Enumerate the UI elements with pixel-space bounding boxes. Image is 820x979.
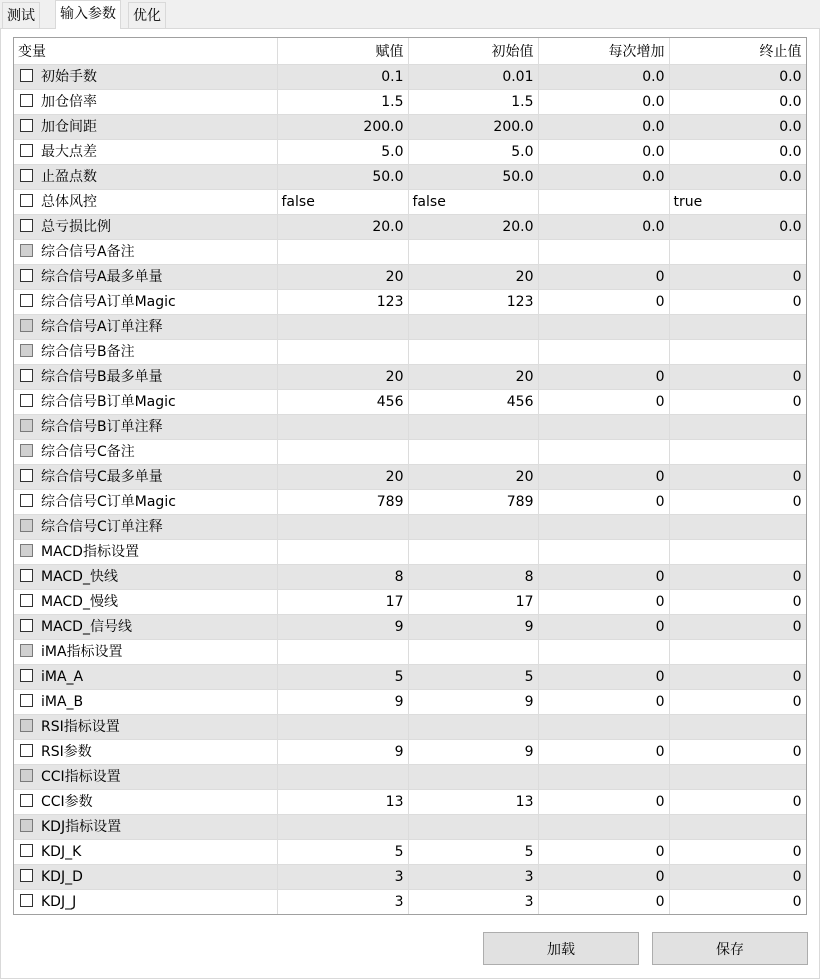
checkbox-disabled	[20, 819, 33, 832]
variable-label: 综合信号C订单Magic	[41, 493, 176, 510]
checkbox[interactable]	[20, 94, 33, 107]
cell-value[interactable]: 200.0	[277, 114, 408, 139]
cell-stop	[669, 414, 806, 439]
cell-start[interactable]: 5.0	[408, 139, 538, 164]
table-row[interactable]	[14, 239, 806, 264]
variable-label: 综合信号A订单注释	[41, 318, 163, 335]
cell-value[interactable]: 17	[277, 589, 408, 614]
cell-step	[538, 714, 669, 739]
table-row[interactable]	[14, 539, 806, 564]
cell-step[interactable]: 0.0	[538, 164, 669, 189]
cell-step[interactable]: 0	[538, 789, 669, 814]
cell-stop[interactable]: 0	[669, 789, 806, 814]
cell-value[interactable]: 5	[277, 664, 408, 689]
variable-label: 综合信号A备注	[41, 243, 135, 260]
input-params-panel	[0, 29, 820, 979]
variable-label: 综合信号C最多单量	[41, 468, 163, 485]
cell-stop[interactable]: 0	[669, 489, 806, 514]
cell-value[interactable]: 20	[277, 464, 408, 489]
cell-variable[interactable]	[14, 489, 277, 514]
cell-stop[interactable]: 0.0	[669, 164, 806, 189]
cell-variable[interactable]	[14, 464, 277, 489]
column-header-step[interactable]: 每次增加	[538, 38, 669, 64]
cell-start[interactable]: 50.0	[408, 164, 538, 189]
cell-start[interactable]: 9	[408, 739, 538, 764]
table-row[interactable]	[14, 414, 806, 439]
variable-label: iMA指标设置	[41, 643, 123, 660]
cell-start	[408, 814, 538, 839]
cell-step	[538, 539, 669, 564]
cell-step[interactable]: 0	[538, 364, 669, 389]
cell-step	[538, 639, 669, 664]
cell-step[interactable]: 0.0	[538, 89, 669, 114]
checkbox[interactable]	[20, 294, 33, 307]
checkbox[interactable]	[20, 619, 33, 632]
cell-stop[interactable]: 0.0	[669, 64, 806, 89]
table-body	[14, 64, 806, 914]
cell-variable[interactable]	[14, 364, 277, 389]
cell-start[interactable]: 20	[408, 464, 538, 489]
checkbox[interactable]	[20, 369, 33, 382]
cell-step[interactable]: 0	[538, 464, 669, 489]
cell-stop	[669, 714, 806, 739]
checkbox[interactable]	[20, 144, 33, 157]
cell-variable[interactable]	[14, 389, 277, 414]
cell-value	[277, 814, 408, 839]
cell-value[interactable]: 9	[277, 689, 408, 714]
cell-value	[277, 314, 408, 339]
cell-value[interactable]: 9	[277, 739, 408, 764]
cell-step	[538, 764, 669, 789]
checkbox-disabled	[20, 769, 33, 782]
cell-start[interactable]: 1.5	[408, 89, 538, 114]
cell-start	[408, 539, 538, 564]
table-row[interactable]	[14, 789, 806, 814]
cell-stop[interactable]: 0	[669, 664, 806, 689]
table-row[interactable]	[14, 289, 806, 314]
checkbox[interactable]	[20, 169, 33, 182]
table-row[interactable]	[14, 514, 806, 539]
cell-step[interactable]: 0.0	[538, 64, 669, 89]
cell-value	[277, 639, 408, 664]
cell-stop[interactable]: 0	[669, 364, 806, 389]
cell-variable[interactable]	[14, 564, 277, 589]
cell-variable[interactable]	[14, 314, 277, 339]
cell-variable[interactable]	[14, 764, 277, 789]
table-row[interactable]	[14, 764, 806, 789]
cell-stop	[669, 339, 806, 364]
table-row[interactable]	[14, 314, 806, 339]
cell-variable[interactable]	[14, 239, 277, 264]
cell-stop	[669, 314, 806, 339]
variable-label: MACD_快线	[41, 568, 118, 585]
cell-variable[interactable]	[14, 414, 277, 439]
cell-step[interactable]: 0	[538, 664, 669, 689]
checkbox[interactable]	[20, 794, 33, 807]
cell-value[interactable]: 13	[277, 789, 408, 814]
cell-value[interactable]: 20.0	[277, 214, 408, 239]
variable-label: 综合信号B订单Magic	[41, 393, 176, 410]
table-row[interactable]	[14, 114, 806, 139]
cell-variable[interactable]	[14, 689, 277, 714]
cell-step[interactable]: 0	[538, 614, 669, 639]
cell-step	[538, 314, 669, 339]
variable-label: RSI指标设置	[41, 718, 120, 735]
cell-start[interactable]: false	[408, 189, 538, 214]
cell-start[interactable]: 20.0	[408, 214, 538, 239]
cell-step	[538, 514, 669, 539]
checkbox[interactable]	[20, 494, 33, 507]
checkbox-disabled	[20, 519, 33, 532]
cell-value[interactable]: 123	[277, 289, 408, 314]
checkbox[interactable]	[20, 569, 33, 582]
cell-step[interactable]: 0	[538, 589, 669, 614]
cell-variable[interactable]	[14, 214, 277, 239]
checkbox[interactable]	[20, 594, 33, 607]
cell-step	[538, 414, 669, 439]
load-button[interactable]: 加载	[483, 932, 639, 965]
cell-start[interactable]: 3	[408, 889, 538, 914]
variable-label: 止盈点数	[41, 168, 97, 185]
cell-variable[interactable]	[14, 839, 277, 864]
table-row[interactable]	[14, 339, 806, 364]
checkbox[interactable]	[20, 669, 33, 682]
cell-variable[interactable]	[14, 864, 277, 889]
cell-step[interactable]: 0	[538, 489, 669, 514]
cell-variable[interactable]	[14, 589, 277, 614]
cell-start	[408, 639, 538, 664]
cell-value	[277, 539, 408, 564]
cell-step[interactable]: 0	[538, 839, 669, 864]
cell-start[interactable]: 0.01	[408, 64, 538, 89]
variable-label: 综合信号C订单注释	[41, 518, 163, 535]
cell-variable[interactable]	[14, 889, 277, 914]
cell-stop	[669, 814, 806, 839]
cell-step	[538, 814, 669, 839]
cell-step[interactable]: 0.0	[538, 139, 669, 164]
variable-label: MACD_慢线	[41, 593, 118, 610]
cell-start[interactable]: 789	[408, 489, 538, 514]
checkbox-disabled	[20, 244, 33, 257]
column-header-start[interactable]: 初始值	[408, 38, 538, 64]
cell-value[interactable]: 20	[277, 364, 408, 389]
table-row[interactable]	[14, 864, 806, 889]
table-row[interactable]	[14, 64, 806, 89]
cell-value	[277, 414, 408, 439]
cell-start	[408, 339, 538, 364]
cell-start[interactable]: 20	[408, 364, 538, 389]
table-row[interactable]	[14, 564, 806, 589]
cell-stop	[669, 539, 806, 564]
cell-stop[interactable]: 0	[669, 689, 806, 714]
cell-stop[interactable]: 0.0	[669, 139, 806, 164]
checkbox[interactable]	[20, 69, 33, 82]
cell-value	[277, 514, 408, 539]
cell-start	[408, 439, 538, 464]
checkbox[interactable]	[20, 469, 33, 482]
cell-step	[538, 339, 669, 364]
cell-step[interactable]: 0	[538, 289, 669, 314]
cell-value[interactable]: 5.0	[277, 139, 408, 164]
cell-start	[408, 714, 538, 739]
variable-label: 总体风控	[41, 193, 97, 210]
cell-start	[408, 514, 538, 539]
cell-step[interactable]: 0	[538, 739, 669, 764]
column-header-stop[interactable]: 终止值	[669, 38, 806, 64]
cell-variable[interactable]	[14, 514, 277, 539]
cell-stop[interactable]: 0.0	[669, 214, 806, 239]
variable-label: 综合信号B订单注释	[41, 418, 163, 435]
cell-start	[408, 764, 538, 789]
cell-value	[277, 439, 408, 464]
checkbox[interactable]	[20, 844, 33, 857]
checkbox-disabled	[20, 644, 33, 657]
table-row[interactable]	[14, 839, 806, 864]
checkbox[interactable]	[20, 219, 33, 232]
table-row[interactable]	[14, 89, 806, 114]
table-row[interactable]	[14, 714, 806, 739]
cell-variable[interactable]	[14, 539, 277, 564]
cell-stop	[669, 764, 806, 789]
column-header-value[interactable]: 赋值	[277, 38, 408, 64]
cell-variable[interactable]	[14, 89, 277, 114]
table-row[interactable]	[14, 139, 806, 164]
cell-value[interactable]: false	[277, 189, 408, 214]
column-header-variable[interactable]: 变量	[14, 38, 277, 64]
variable-label: iMA_A	[41, 668, 84, 685]
cell-start	[408, 239, 538, 264]
cell-value	[277, 764, 408, 789]
cell-value[interactable]: 50.0	[277, 164, 408, 189]
cell-value[interactable]: 3	[277, 889, 408, 914]
variable-label: 总亏损比例	[41, 218, 111, 235]
checkbox[interactable]	[20, 694, 33, 707]
cell-stop[interactable]: 0	[669, 589, 806, 614]
checkbox[interactable]	[20, 119, 33, 132]
tab-input-params[interactable]: 输入参数	[55, 0, 121, 29]
save-button[interactable]: 保存	[652, 932, 808, 965]
cell-value[interactable]: 9	[277, 614, 408, 639]
cell-stop[interactable]: 0	[669, 389, 806, 414]
tab-test[interactable]: 测试	[2, 2, 40, 28]
checkbox-disabled	[20, 419, 33, 432]
parameter-grid	[13, 37, 807, 915]
cell-stop	[669, 239, 806, 264]
table-row[interactable]	[14, 814, 806, 839]
variable-label: CCI指标设置	[41, 768, 121, 785]
table-row[interactable]	[14, 664, 806, 689]
cell-variable[interactable]	[14, 64, 277, 89]
cell-stop	[669, 639, 806, 664]
table-row[interactable]	[14, 614, 806, 639]
cell-variable[interactable]	[14, 814, 277, 839]
cell-value[interactable]: 0.1	[277, 64, 408, 89]
cell-value	[277, 239, 408, 264]
cell-variable[interactable]	[14, 639, 277, 664]
variable-label: MACD指标设置	[41, 543, 139, 560]
cell-variable[interactable]	[14, 114, 277, 139]
cell-step[interactable]: 0.0	[538, 114, 669, 139]
table-row[interactable]	[14, 364, 806, 389]
cell-step[interactable]: 0	[538, 889, 669, 914]
cell-variable[interactable]	[14, 664, 277, 689]
cell-stop	[669, 439, 806, 464]
cell-step[interactable]: 0.0	[538, 214, 669, 239]
cell-variable[interactable]	[14, 739, 277, 764]
variable-label: 加仓间距	[41, 118, 97, 135]
variable-label: MACD_信号线	[41, 618, 132, 635]
cell-value[interactable]: 456	[277, 389, 408, 414]
cell-value[interactable]: 20	[277, 264, 408, 289]
cell-variable[interactable]	[14, 289, 277, 314]
cell-start	[408, 314, 538, 339]
table-row[interactable]	[14, 639, 806, 664]
cell-stop[interactable]: 0	[669, 889, 806, 914]
cell-step[interactable]: 0	[538, 864, 669, 889]
table-header-row	[14, 38, 806, 64]
tab-optimize[interactable]: 优化	[128, 2, 166, 28]
tab-bar	[0, 0, 820, 29]
table-row[interactable]	[14, 464, 806, 489]
table-row[interactable]	[14, 264, 806, 289]
variable-label: 综合信号B备注	[41, 343, 135, 360]
cell-step[interactable]	[538, 189, 669, 214]
cell-stop[interactable]: 0.0	[669, 89, 806, 114]
table-row[interactable]	[14, 739, 806, 764]
variable-label: 综合信号A订单Magic	[41, 293, 176, 310]
variable-label: KDJ指标设置	[41, 818, 122, 835]
cell-stop[interactable]: 0	[669, 289, 806, 314]
checkbox-disabled	[20, 319, 33, 332]
cell-step	[538, 439, 669, 464]
checkbox[interactable]	[20, 744, 33, 757]
cell-start[interactable]: 9	[408, 614, 538, 639]
table-row[interactable]	[14, 214, 806, 239]
cell-start[interactable]: 20	[408, 264, 538, 289]
cell-step[interactable]: 0	[538, 264, 669, 289]
table-row[interactable]	[14, 164, 806, 189]
cell-value[interactable]: 3	[277, 864, 408, 889]
checkbox-disabled	[20, 719, 33, 732]
cell-variable[interactable]	[14, 614, 277, 639]
checkbox[interactable]	[20, 894, 33, 907]
variable-label: 初始手数	[41, 68, 97, 85]
variable-label: KDJ_J	[41, 893, 77, 910]
cell-value[interactable]: 8	[277, 564, 408, 589]
cell-variable[interactable]	[14, 339, 277, 364]
cell-value[interactable]: 1.5	[277, 89, 408, 114]
cell-start[interactable]: 456	[408, 389, 538, 414]
cell-step[interactable]: 0	[538, 689, 669, 714]
cell-start[interactable]: 5	[408, 664, 538, 689]
cell-value	[277, 714, 408, 739]
cell-stop[interactable]: 0	[669, 839, 806, 864]
cell-start[interactable]: 123	[408, 289, 538, 314]
variable-label: CCI参数	[41, 793, 93, 810]
table-row[interactable]	[14, 389, 806, 414]
table-row[interactable]	[14, 889, 806, 914]
cell-stop[interactable]: true	[669, 189, 806, 214]
cell-value[interactable]: 789	[277, 489, 408, 514]
checkbox[interactable]	[20, 394, 33, 407]
cell-variable[interactable]	[14, 189, 277, 214]
variable-label: RSI参数	[41, 743, 92, 760]
cell-stop[interactable]: 0	[669, 564, 806, 589]
cell-value	[277, 339, 408, 364]
checkbox[interactable]	[20, 269, 33, 282]
table-row[interactable]	[14, 689, 806, 714]
cell-variable[interactable]	[14, 164, 277, 189]
cell-variable[interactable]	[14, 439, 277, 464]
cell-variable[interactable]	[14, 714, 277, 739]
variable-label: 最大点差	[41, 143, 97, 160]
variable-label: 综合信号C备注	[41, 443, 135, 460]
cell-start[interactable]: 5	[408, 839, 538, 864]
cell-stop[interactable]: 0.0	[669, 114, 806, 139]
cell-start[interactable]: 13	[408, 789, 538, 814]
checkbox-disabled	[20, 344, 33, 357]
variable-label: 加仓倍率	[41, 93, 97, 110]
cell-stop[interactable]: 0	[669, 739, 806, 764]
variable-label: KDJ_K	[41, 843, 82, 860]
cell-variable[interactable]	[14, 139, 277, 164]
variable-label: iMA_B	[41, 693, 84, 710]
cell-stop[interactable]: 0	[669, 464, 806, 489]
variable-label: 综合信号A最多单量	[41, 268, 163, 285]
cell-start[interactable]: 17	[408, 589, 538, 614]
cell-stop[interactable]: 0	[669, 264, 806, 289]
checkbox[interactable]	[20, 869, 33, 882]
variable-label: 综合信号B最多单量	[41, 368, 163, 385]
cell-step	[538, 239, 669, 264]
cell-step[interactable]: 0	[538, 389, 669, 414]
cell-start[interactable]: 8	[408, 564, 538, 589]
cell-start[interactable]: 3	[408, 864, 538, 889]
cell-step[interactable]: 0	[538, 564, 669, 589]
checkbox-disabled	[20, 444, 33, 457]
table-row[interactable]	[14, 439, 806, 464]
cell-variable[interactable]	[14, 264, 277, 289]
parameter-table	[14, 38, 807, 915]
cell-start[interactable]: 9	[408, 689, 538, 714]
cell-start[interactable]: 200.0	[408, 114, 538, 139]
variable-label: KDJ_D	[41, 868, 83, 885]
table-row[interactable]	[14, 489, 806, 514]
cell-stop[interactable]: 0	[669, 614, 806, 639]
table-row[interactable]	[14, 589, 806, 614]
cell-value[interactable]: 5	[277, 839, 408, 864]
cell-stop[interactable]: 0	[669, 864, 806, 889]
cell-stop	[669, 514, 806, 539]
table-row[interactable]	[14, 189, 806, 214]
cell-start	[408, 414, 538, 439]
checkbox-disabled	[20, 544, 33, 557]
checkbox[interactable]	[20, 194, 33, 207]
cell-variable[interactable]	[14, 789, 277, 814]
